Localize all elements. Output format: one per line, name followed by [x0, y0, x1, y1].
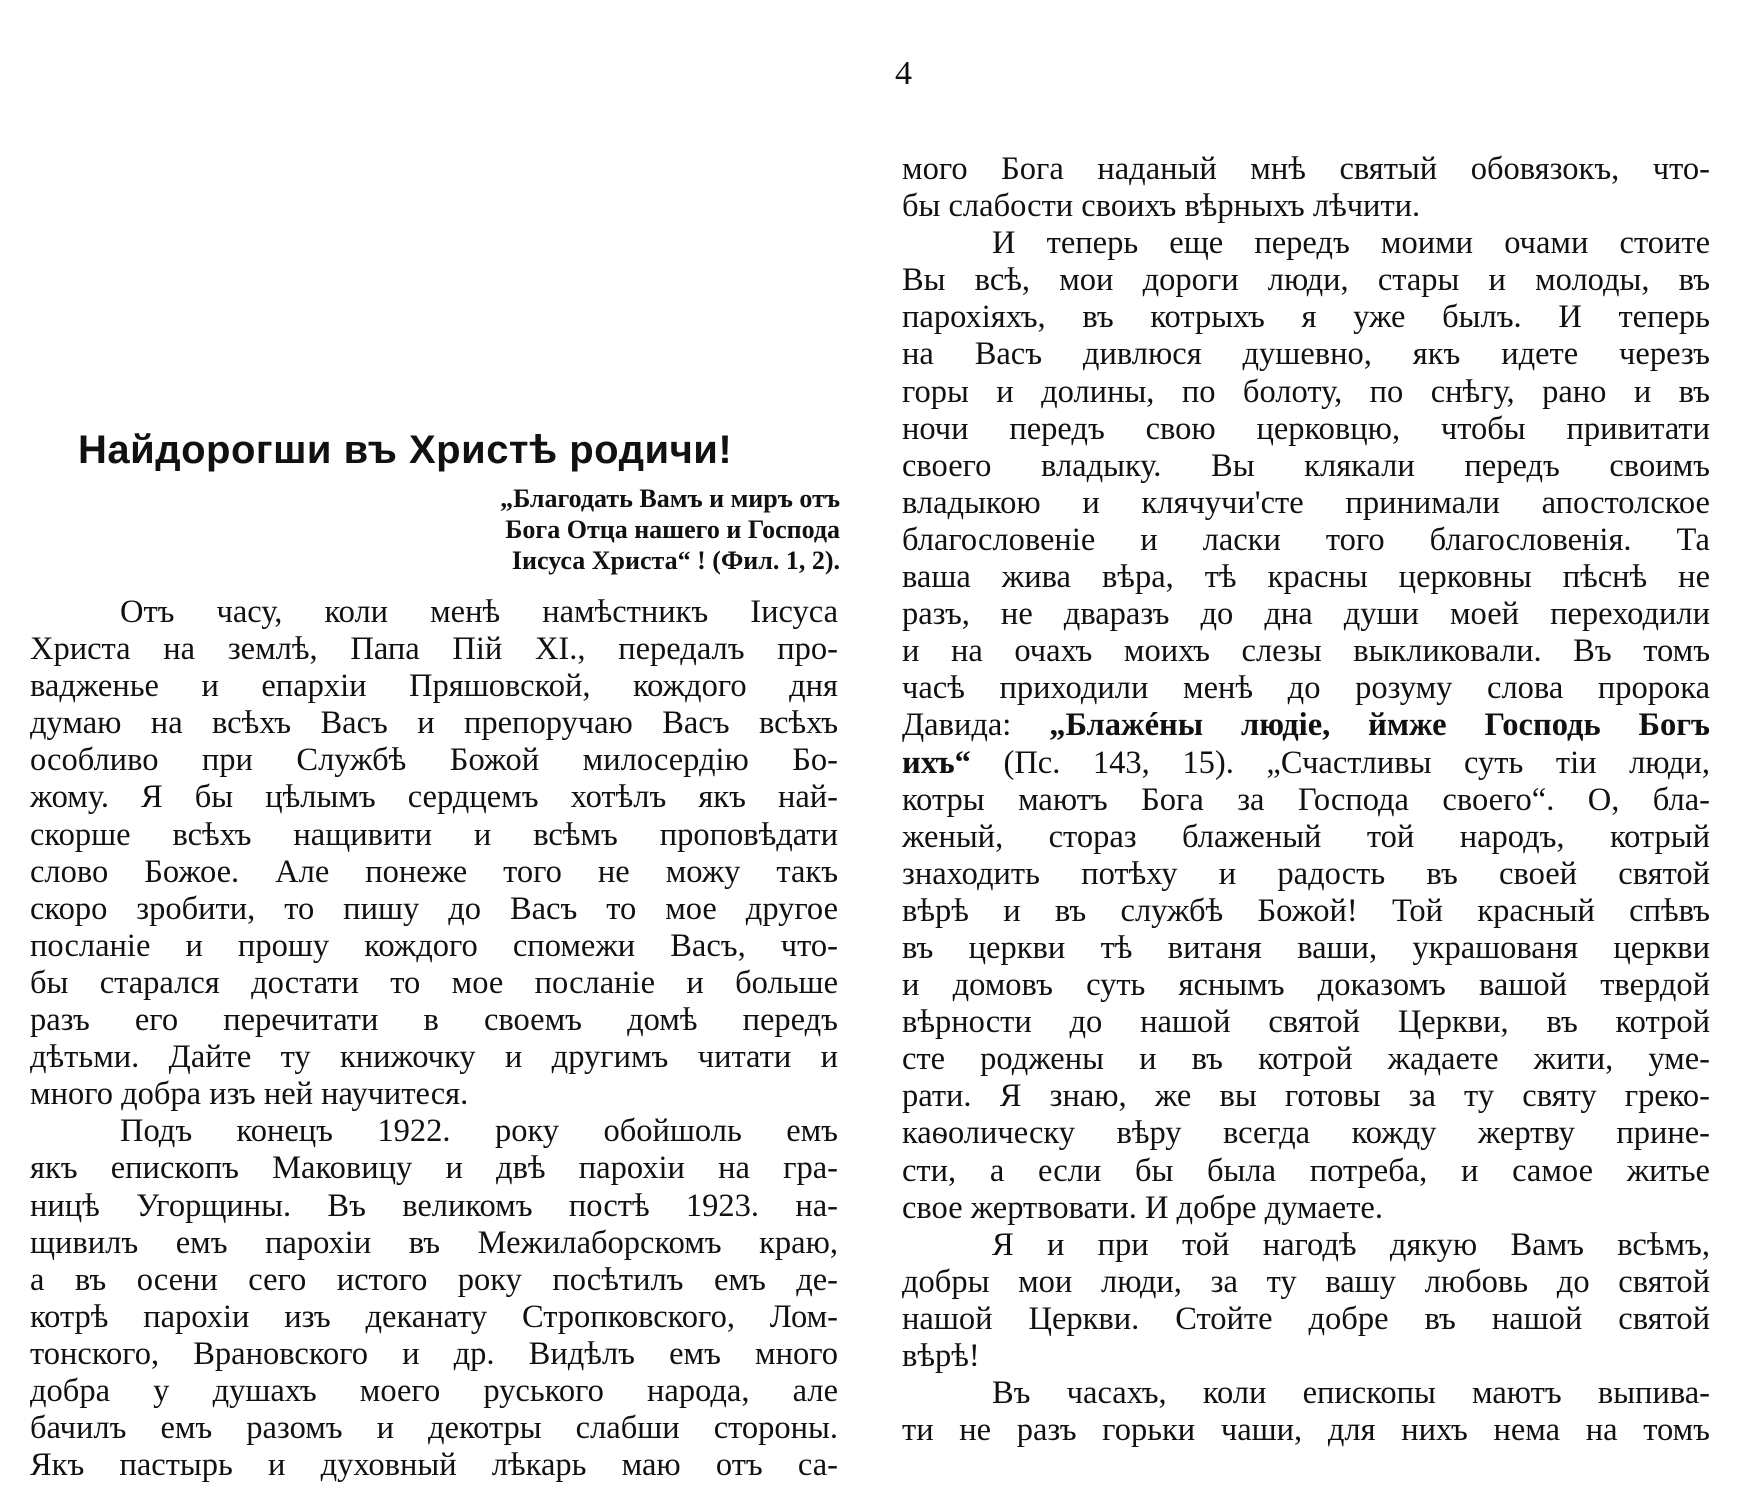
text-line: нашой Церкви. Стойте добре въ нашой святой: [902, 1300, 1710, 1337]
text-line: добра у душахъ моего руського народа, але: [30, 1372, 838, 1409]
text-line: и на очахъ моихъ слезы выкликовали. Въ томъ: [902, 633, 1710, 670]
text-line: вадженье и епархіи Пряшовской, кождого дня: [30, 668, 838, 705]
text-line: ницѣ Угорщины. Въ великомъ постѣ 1923. на-: [30, 1187, 838, 1224]
text-line: Подъ конецъ 1922. року обойшоль емъ: [120, 1113, 838, 1150]
epigraph-line: „Благодать Вамъ и миръ отъ: [500, 484, 840, 513]
text-line: женый, стораз блаженый той народъ, котрый: [902, 818, 1710, 855]
text-line: ти не разъ горьки чаши, для нихъ нема на томъ: [902, 1412, 1710, 1449]
text-line: парохіяхъ, въ котрыхъ я уже былъ. И теперь: [902, 299, 1710, 336]
text-line: и домовъ суть яснымъ доказомъ вашой твердой: [902, 967, 1710, 1004]
text-line: а въ осени сего истого року посѣтилъ емъ де-: [30, 1261, 838, 1298]
text-line: посланіе и прошу кождого спомежи Васъ, что-: [30, 927, 838, 964]
text-line: дѣтьми. Дайте ту книжочку и другимъ читати и: [30, 1039, 838, 1076]
text-line: скоро зробити, то пишу до Васъ то мое другое: [30, 890, 838, 927]
epigraph: [380, 483, 840, 576]
text-line: якъ епископъ Маковицу и двѣ парохіи на гра-: [30, 1150, 838, 1187]
text-line: свое жертвовати. И добре думаете.: [902, 1189, 1383, 1226]
text-line: часѣ приходили менѣ до розуму слова пророка: [902, 670, 1710, 707]
text-line: особливо при Службѣ Божой милосердію Бо-: [30, 742, 838, 779]
text-line: бачилъ емъ разомъ и декотры слабши стороны.: [30, 1410, 838, 1447]
epigraph-line: Іисуса Христа“ ! (Фил. 1, 2).: [511, 546, 840, 575]
text-line: сти, а если бы была потреба, и самое житье: [902, 1152, 1710, 1189]
text-line: каѳолическу вѣру всегда кожду жертву прине-: [902, 1115, 1710, 1152]
text-line: ночи передъ свою церковцю, чтобы привитати: [902, 410, 1710, 447]
page-number: 4: [895, 55, 912, 92]
text-line: Я и при той нагодѣ дякую Вамъ всѣмъ,: [992, 1226, 1710, 1263]
text-line: слово Божое. Але понеже того не можу такъ: [30, 853, 838, 890]
text-line: много добра изъ ней научитеся.: [30, 1076, 469, 1113]
text-line: котры маютъ Бога за Господа своего“. О, бла-: [902, 781, 1710, 818]
text-line: на Васъ дивлюся душевно, якъ идете черезъ: [902, 336, 1710, 373]
text-line: вѣрѣ!: [902, 1338, 980, 1374]
text-line: щивилъ емъ парохіи въ Межилаборскомъ краю,: [30, 1224, 838, 1261]
text-line: котрѣ парохіи изъ деканату Стропковского, Лом-: [30, 1298, 838, 1335]
text-line: Въ часахъ, коли епископы маютъ выпива-: [992, 1375, 1710, 1412]
text-line: своего владыку. Вы клякали передъ своимъ: [902, 447, 1710, 484]
text-line: Давида: „Блажéны людіе, ймже Господь Богъ: [902, 707, 1710, 744]
text-line: разъ его перечитати в своемъ домѣ передъ: [30, 1002, 838, 1039]
right-text-column: [902, 151, 1710, 1449]
text-line: ваша жива вѣра, тѣ красны церковны пѣснѣ не: [902, 559, 1710, 596]
text-line: Христа на землѣ, Папа Пій XI., передалъ про-: [30, 631, 838, 668]
text-line: И теперь еще передъ моими очами стоите: [992, 225, 1710, 262]
epigraph-line: Бога Отца нашего и Господа: [505, 515, 840, 544]
text-line: жому. Я бы цѣлымъ сердцемъ хотѣлъ якъ най-: [30, 779, 838, 816]
text-line: Якъ пастырь и духовный лѣкарь маю отъ са-: [30, 1447, 838, 1484]
text-line: Отъ часу, коли менѣ намѣстникъ Іисуса: [120, 594, 838, 630]
left-text-column: [30, 594, 838, 1484]
text-line: скорше всѣхъ нащивити и всѣмъ проповѣдати: [30, 816, 838, 853]
text-line: думаю на всѣхъ Васъ и препоручаю Васъ всѣхъ: [30, 705, 838, 742]
text-line: въ церкви тѣ витаня ваши, украшованя церкви: [902, 929, 1710, 966]
text-line: ихъ“ (Пс. 143, 15). „Счастливы суть тіи люди,: [902, 744, 1710, 781]
text-line: рати. Я знаю, же вы готовы за ту святу греко-: [902, 1078, 1710, 1115]
text-line: владыкою и клячучи'сте принимали апостолское: [902, 484, 1710, 521]
text-line: горы и долины, по болоту, по снѣгу, рано и въ: [902, 373, 1710, 410]
text-line: вѣрности до нашой святой Церкви, въ котрой: [902, 1004, 1710, 1041]
text-line: вѣрѣ и въ службѣ Божой! Той красный спѣвъ: [902, 892, 1710, 929]
text-line: Вы всѣ, мои дороги люди, стары и молоды, въ: [902, 262, 1710, 299]
text-line: мого Бога наданый мнѣ святый обовязокъ, что-: [902, 151, 1710, 187]
text-line: добры мои люди, за ту вашу любовь до святой: [902, 1263, 1710, 1300]
text-line: бы старался достати то мое посланіе и больше: [30, 964, 838, 1001]
text-line: разъ, не дваразъ до дна души моей переходили: [902, 596, 1710, 633]
text-line: бы слабости своихъ вѣрныхъ лѣчити.: [902, 188, 1421, 225]
text-line: знаходить потѣху и радость въ своей святой: [902, 855, 1710, 892]
text-line: благословеніе и ласки того благословенія. Та: [902, 521, 1710, 558]
text-line: тонского, Врановского и др. Видѣлъ емъ много: [30, 1335, 838, 1372]
text-line: сте роджены и въ котрой жадаете жити, уме-: [902, 1041, 1710, 1078]
letter-heading: Найдорогши въ Христѣ родичи!: [78, 428, 733, 472]
